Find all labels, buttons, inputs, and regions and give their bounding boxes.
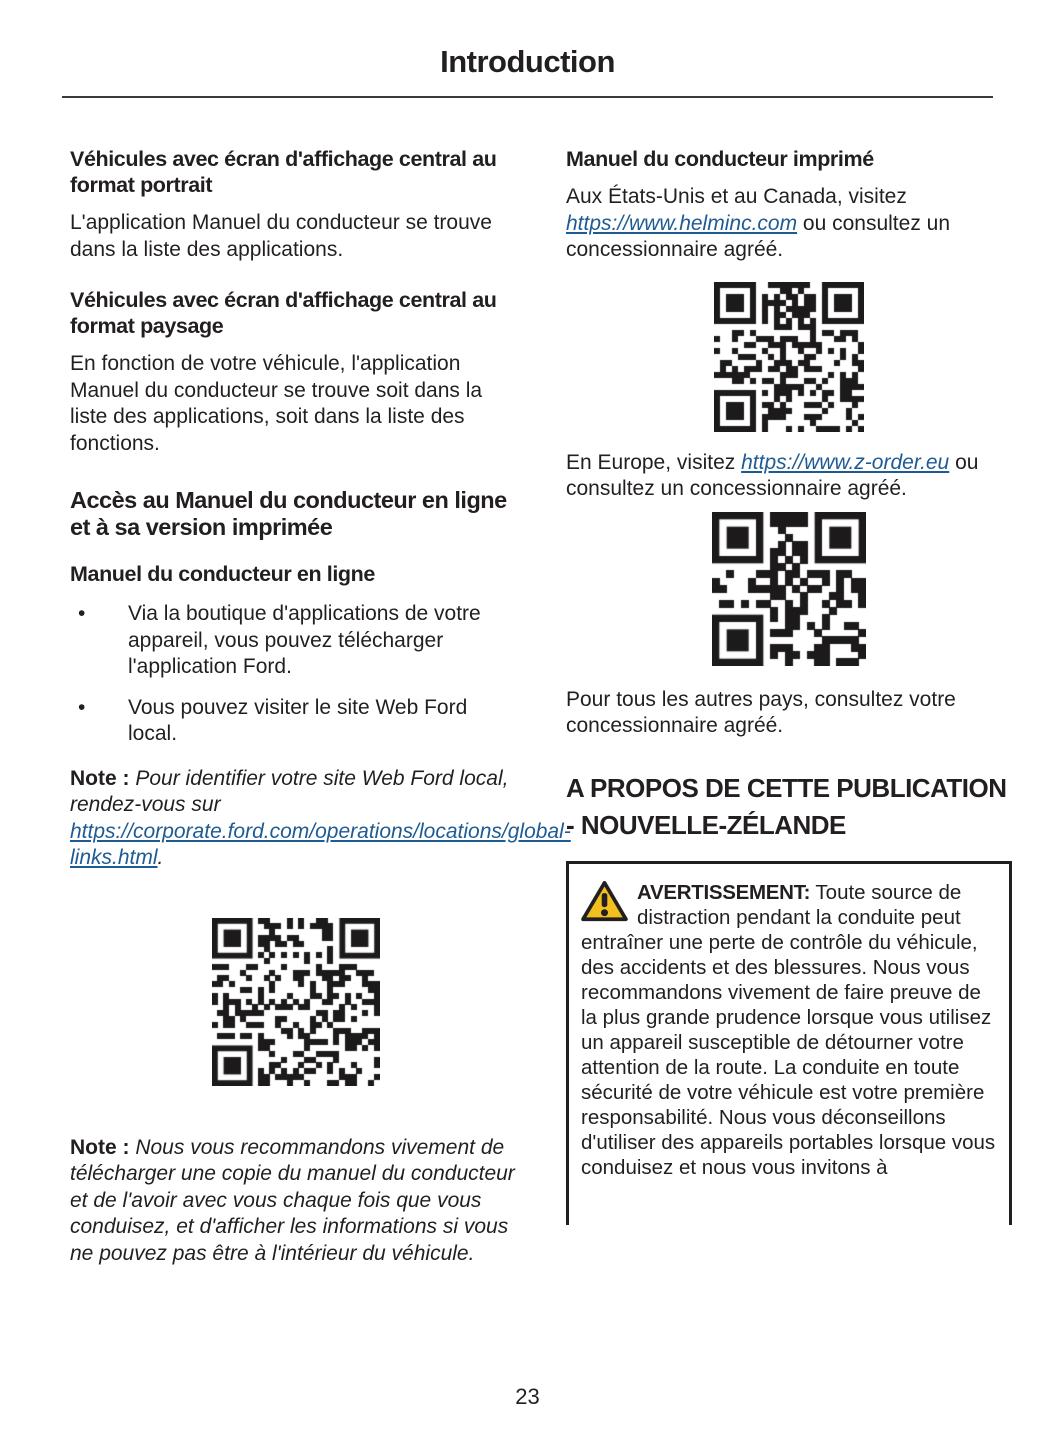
- helminc-link[interactable]: https://www.helminc.com: [566, 211, 798, 235]
- note-local-website: [70, 766, 571, 872]
- section-heading: Véhicules avec écran d'affichage central au format paysage: [70, 288, 497, 338]
- list-item-text: Vous pouvez visiter le site Web Ford local.: [128, 695, 468, 745]
- warning-text: Toute source de distraction pendant la conduite peut entraîner une perte de contrôle du véhicule, des accidents et des blessures. Nous vous recommandons vivement de faire preuve de la plus grande prudence lorsque vous utilisez un appareil susceptible de détourner votre attention de la route. La conduite en toute sécurité de votre véhicule est votre première responsabilité. Nous vous déconseillons d'utiliser des appareils portables lorsque vous conduisez et nous vous invitons à: [581, 880, 996, 1179]
- section-landscape-display: [70, 287, 522, 457]
- page-header: [0, 0, 1055, 80]
- paragraph-europe: [566, 450, 1012, 503]
- section-portrait-display: [70, 146, 522, 263]
- note-label: Note :: [70, 766, 130, 790]
- qr-code-container: [566, 282, 1012, 437]
- warning-label: AVERTISSEMENT:: [637, 880, 811, 904]
- qr-code: [212, 918, 380, 1086]
- note-download-copy: [70, 1135, 522, 1268]
- warning-paragraph: [581, 880, 997, 1180]
- page-number: 23: [515, 1384, 540, 1409]
- paragraph-text: En Europe, visitez: [566, 450, 742, 474]
- z-order-link[interactable]: https://www.z-order.eu: [741, 450, 950, 474]
- section-heading: Véhicules avec écran d'affichage central au format portrait: [70, 147, 497, 197]
- section-manual-access: [70, 487, 571, 1267]
- section-body: L'application Manuel du conducteur se trouve dans la liste des applications.: [70, 211, 492, 261]
- paragraph-text: Aux États-Unis et au Canada, visitez: [566, 185, 907, 208]
- qr-code: [714, 282, 864, 432]
- section-heading: Accès au Manuel du conducteur en ligne et à sa version imprimée: [70, 487, 507, 540]
- ford-locations-link[interactable]: https://corporate.ford.com/operations/locations/global-links.html: [70, 819, 571, 869]
- paragraph-us-canada: [566, 184, 1012, 264]
- section-printed-manual: [566, 146, 1012, 740]
- paragraph-text-suffix: ou consultez un concessionnaire agréé.: [566, 211, 951, 261]
- warning-box: [566, 861, 1012, 1225]
- bullet-icon: •: [78, 602, 86, 625]
- subsection-heading-online-manual: Manuel du conducteur en ligne: [70, 562, 375, 586]
- qr-code: [712, 512, 866, 666]
- section-heading: Manuel du conducteur imprimé: [566, 147, 874, 171]
- section-heading: A PROPOS DE CETTE PUBLICATION - NOUVELLE-ZÉLANDE: [566, 772, 1007, 840]
- left-column: [70, 146, 571, 1291]
- qr-code-container: [70, 918, 522, 1091]
- section-body: En fonction de votre véhicule, l'application Manuel du conducteur se trouve soit dans la liste des applications, soit dans la liste des fonctions.: [70, 352, 483, 455]
- right-column: [566, 146, 1012, 1291]
- note-label: Note :: [70, 1135, 130, 1159]
- note-text-suffix: .: [157, 846, 164, 869]
- qr-code-container: [566, 512, 1012, 671]
- two-column-layout: [0, 98, 1055, 1291]
- note-text: Nous vous recommandons vivement de télécharger une copie du manuel du conducteur et de l'avoir avec vous chaque fois que vous conduisez, et d'afficher les informations si vous ne pouvez pas être à l'intérieur du véhicule.: [70, 1135, 515, 1265]
- paragraph-text-suffix: ou consultez un concessionnaire agréé.: [566, 450, 979, 500]
- note-text: Pour identifier votre site Web Ford local, rendez-vous sur: [70, 766, 509, 816]
- paragraph-other-countries: Pour tous les autres pays, consultez votre concessionnaire agréé.: [566, 687, 956, 737]
- list-item-text: Via la boutique d'applications de votre appareil, vous pouvez télécharger l'application Ford.: [128, 602, 481, 678]
- bullet-icon: •: [78, 695, 86, 719]
- section-about-publication: [566, 770, 1012, 1225]
- list-item: [70, 695, 522, 748]
- page-title: Introduction: [440, 44, 615, 79]
- list-item: [70, 601, 522, 681]
- warning-triangle-icon: [581, 881, 628, 922]
